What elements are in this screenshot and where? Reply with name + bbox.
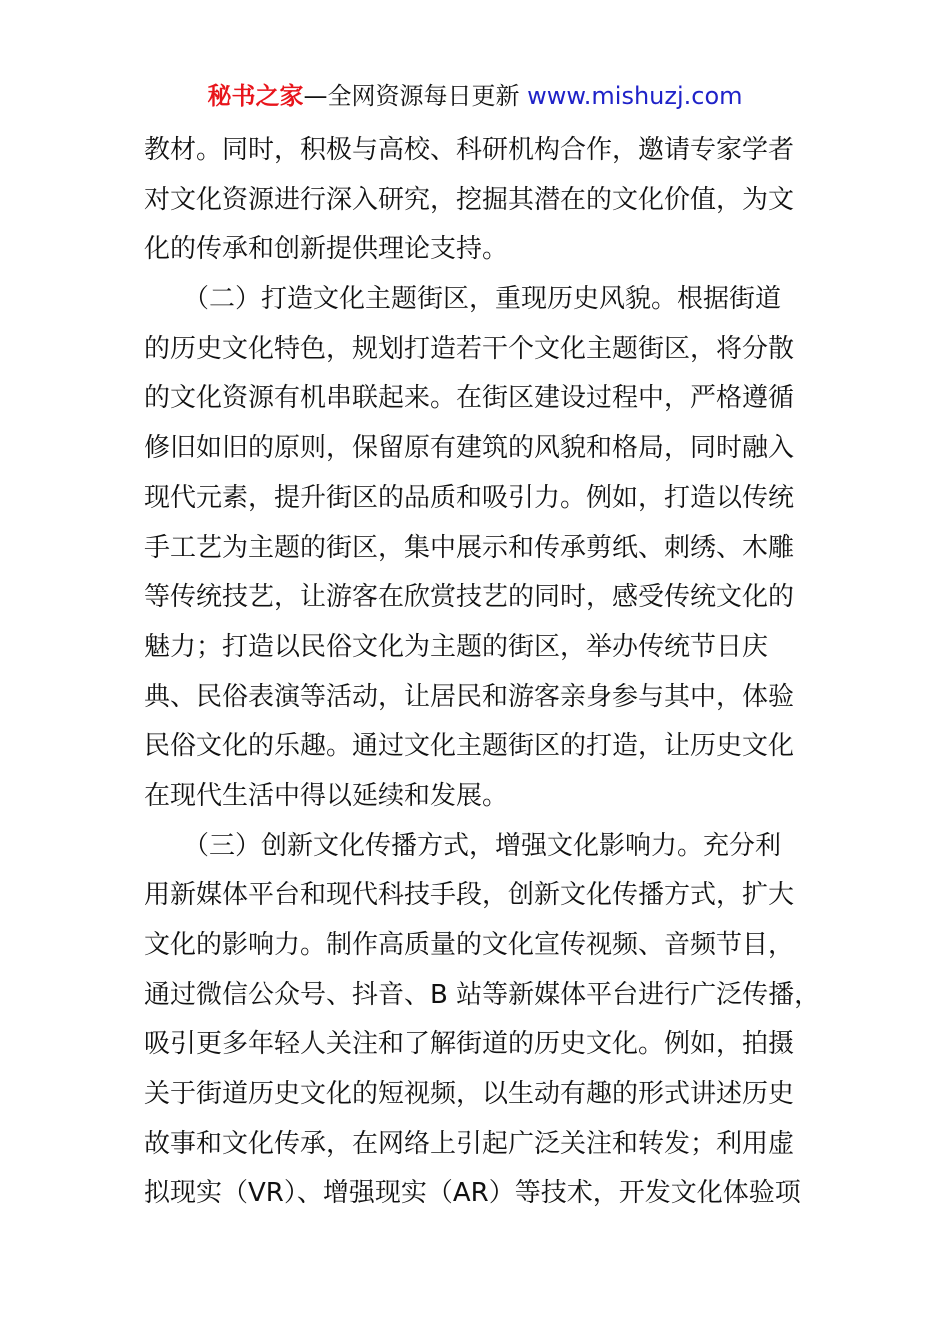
text-line: 典、民俗表演等活动，让居民和游客亲身参与其中，体验	[144, 681, 795, 712]
text-line: 手工艺为主题的街区，集中展示和传承剪纸、刺绣、木雕	[144, 532, 795, 563]
text-line: 用新媒体平台和现代科技手段，创新文化传播方式，扩大	[144, 880, 795, 911]
text-line: 关于街道历史文化的短视频，以生动有趣的形式讲述历史	[144, 1079, 795, 1110]
header-brand: 秘书之家	[207, 82, 304, 110]
text-line: 化的传承和创新提供理论支持。	[144, 234, 509, 265]
text-line: 故事和文化传承，在网络上引起广泛关注和转发；利用虚	[144, 1128, 795, 1159]
header-url[interactable]: www.mishuzj.com	[527, 82, 743, 110]
header-tagline: —全网资源每日更新	[303, 82, 528, 110]
page-header	[0, 80, 950, 112]
text-line: （二）打造文化主题街区，重现历史风貌。根据街道	[144, 284, 782, 315]
text-line: 魅力；打造以民俗文化为主题的街区，举办传统节日庆	[144, 631, 769, 662]
text-line: 教材。同时，积极与高校、科研机构合作，邀请专家学者	[144, 135, 795, 165]
text-line: 的文化资源有机串联起来。在街区建设过程中，严格遵循	[144, 383, 795, 414]
text-line: 通过微信公众号、抖音、B 站等新媒体平台进行广泛传播，	[144, 979, 821, 1010]
text-line: 修旧如旧的原则，保留原有建筑的风貌和格局，同时融入	[144, 433, 795, 464]
text-line: （三）创新文化传播方式，增强文化影响力。充分利	[144, 830, 782, 861]
text-line: 拟现实（VR）、增强现实（AR）等技术，开发文化体验项	[144, 1178, 801, 1209]
text-line: 现代元素，提升街区的品质和吸引力。例如，打造以传统	[144, 482, 795, 513]
text-line: 对文化资源进行深入研究，挖掘其潜在的文化价值，为文	[144, 184, 795, 215]
text-line: 文化的影响力。制作高质量的文化宣传视频、音频节目，	[144, 930, 795, 960]
text-line: 等传统技艺，让游客在欣赏技艺的同时，感受传统文化的	[144, 582, 795, 613]
text-line: 在现代生活中得以延续和发展。	[144, 780, 509, 811]
text-line: 的历史文化特色，规划打造若干个文化主题街区，将分散	[144, 333, 795, 364]
text-line: 吸引更多年轻人关注和了解街道的历史文化。例如，拍摄	[144, 1029, 795, 1060]
text-line: 民俗文化的乐趣。通过文化主题街区的打造，让历史文化	[144, 731, 795, 762]
document-body	[144, 126, 824, 1219]
